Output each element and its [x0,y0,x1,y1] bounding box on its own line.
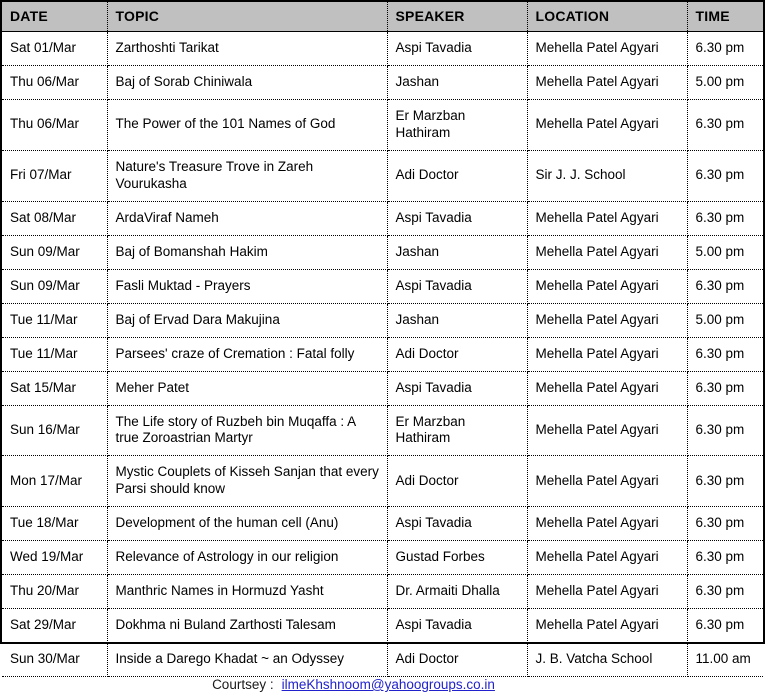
cell-speaker: Er Marzban Hathiram [387,405,527,456]
cell-location: Mehella Patel Agyari [527,235,687,269]
cell-location: Mehella Patel Agyari [527,541,687,575]
cell-time: 6.30 pm [687,541,763,575]
table-row [2,507,763,541]
cell-time: 6.30 pm [687,507,763,541]
cell-speaker: Er Marzban Hathiram [387,100,527,151]
cell-date: Tue 11/Mar [2,337,107,371]
cell-topic: Baj of Ervad Dara Makujina [107,303,387,337]
table-row [2,371,763,405]
cell-topic: Manthric Names in Hormuzd Yasht [107,575,387,609]
cell-topic: ArdaViraf Nameh [107,201,387,235]
table-row [2,643,763,677]
cell-speaker: Jashan [387,235,527,269]
table-row [2,150,763,201]
cell-time: 6.30 pm [687,371,763,405]
cell-location: Mehella Patel Agyari [527,66,687,100]
cell-topic: Zarthoshti Tarikat [107,32,387,66]
cell-speaker: Aspi Tavadia [387,32,527,66]
cell-speaker: Adi Doctor [387,643,527,677]
cell-date: Wed 19/Mar [2,541,107,575]
cell-location: Mehella Patel Agyari [527,100,687,151]
column-header-topic: TOPIC [107,2,387,32]
table-row [2,337,763,371]
cell-location: Mehella Patel Agyari [527,337,687,371]
cell-date: Thu 06/Mar [2,100,107,151]
table-row [2,32,763,66]
cell-date: Sun 09/Mar [2,235,107,269]
cell-time: 11.00 am [687,643,763,677]
cell-location: J. B. Vatcha School [527,643,687,677]
cell-speaker: Aspi Tavadia [387,507,527,541]
cell-time: 6.30 pm [687,100,763,151]
cell-time: 6.30 pm [687,575,763,609]
cell-topic: Inside a Darego Khadat ~ an Odyssey [107,643,387,677]
cell-date: Thu 20/Mar [2,575,107,609]
table-header [2,2,763,32]
cell-date: Sun 30/Mar [2,643,107,677]
cell-location: Mehella Patel Agyari [527,371,687,405]
cell-topic: Mystic Couplets of Kisseh Sanjan that every Parsi should know [107,456,387,507]
courtesy-email-link[interactable]: ilmeKhshnoom@yahoogroups.co.in [281,677,495,692]
cell-time: 6.30 pm [687,405,763,456]
table-row [2,201,763,235]
cell-time: 6.30 pm [687,456,763,507]
cell-date: Sat 29/Mar [2,609,107,643]
cell-speaker: Aspi Tavadia [387,201,527,235]
cell-date: Fri 07/Mar [2,150,107,201]
table-row [2,100,763,151]
cell-location: Mehella Patel Agyari [527,405,687,456]
cell-location: Mehella Patel Agyari [527,456,687,507]
cell-topic: Nature's Treasure Trove in Zareh Vourukasha [107,150,387,201]
table-row [2,405,763,456]
cell-topic: Dokhma ni Buland Zarthosti Talesam [107,609,387,643]
column-header-date: DATE [2,2,107,32]
column-header-location: LOCATION [527,2,687,32]
table-row [2,303,763,337]
table-row [2,456,763,507]
cell-time: 6.30 pm [687,269,763,303]
cell-speaker: Adi Doctor [387,150,527,201]
cell-topic: Meher Patet [107,371,387,405]
cell-speaker: Aspi Tavadia [387,269,527,303]
cell-topic: Baj of Bomanshah Hakim [107,235,387,269]
table-row [2,269,763,303]
table-body [2,32,763,677]
cell-speaker: Aspi Tavadia [387,609,527,643]
cell-time: 5.00 pm [687,303,763,337]
cell-time: 6.30 pm [687,201,763,235]
cell-date: Sat 15/Mar [2,371,107,405]
cell-date: Tue 11/Mar [2,303,107,337]
cell-time: 6.30 pm [687,32,763,66]
cell-location: Mehella Patel Agyari [527,575,687,609]
cell-topic: The Life story of Ruzbeh bin Muqaffa : A true Zoroastrian Martyr [107,405,387,456]
events-schedule-table [2,2,763,677]
cell-topic: Baj of Sorab Chiniwala [107,66,387,100]
cell-location: Mehella Patel Agyari [527,269,687,303]
cell-time: 6.30 pm [687,337,763,371]
cell-date: Thu 06/Mar [2,66,107,100]
cell-topic: The Power of the 101 Names of God [107,100,387,151]
cell-date: Sat 08/Mar [2,201,107,235]
cell-topic: Relevance of Astrology in our religion [107,541,387,575]
cell-speaker: Gustad Forbes [387,541,527,575]
table-row [2,575,763,609]
cell-date: Sun 09/Mar [2,269,107,303]
table-header-row [2,2,763,32]
cell-speaker: Aspi Tavadia [387,371,527,405]
cell-speaker: Adi Doctor [387,337,527,371]
cell-location: Mehella Patel Agyari [527,609,687,643]
cell-topic: Development of the human cell (Anu) [107,507,387,541]
cell-time: 5.00 pm [687,235,763,269]
table-row [2,541,763,575]
cell-date: Sun 16/Mar [2,405,107,456]
cell-topic: Fasli Muktad - Prayers [107,269,387,303]
column-header-speaker: SPEAKER [387,2,527,32]
cell-speaker: Adi Doctor [387,456,527,507]
cell-date: Tue 18/Mar [2,507,107,541]
cell-location: Mehella Patel Agyari [527,32,687,66]
cell-speaker: Dr. Armaiti Dhalla [387,575,527,609]
cell-speaker: Jashan [387,66,527,100]
cell-location: Mehella Patel Agyari [527,507,687,541]
cell-date: Sat 01/Mar [2,32,107,66]
cell-location: Sir J. J. School [527,150,687,201]
cell-time: 6.30 pm [687,609,763,643]
cell-topic: Parsees' craze of Cremation : Fatal folly [107,337,387,371]
table-row [2,66,763,100]
column-header-time: TIME [687,2,763,32]
courtesy-label: Courtsey : [212,677,274,692]
table-row [2,235,763,269]
cell-time: 6.30 pm [687,150,763,201]
footer-courtesy [2,677,763,696]
table-row [2,609,763,643]
cell-time: 5.00 pm [687,66,763,100]
cell-location: Mehella Patel Agyari [527,303,687,337]
cell-speaker: Jashan [387,303,527,337]
cell-date: Mon 17/Mar [2,456,107,507]
cell-location: Mehella Patel Agyari [527,201,687,235]
